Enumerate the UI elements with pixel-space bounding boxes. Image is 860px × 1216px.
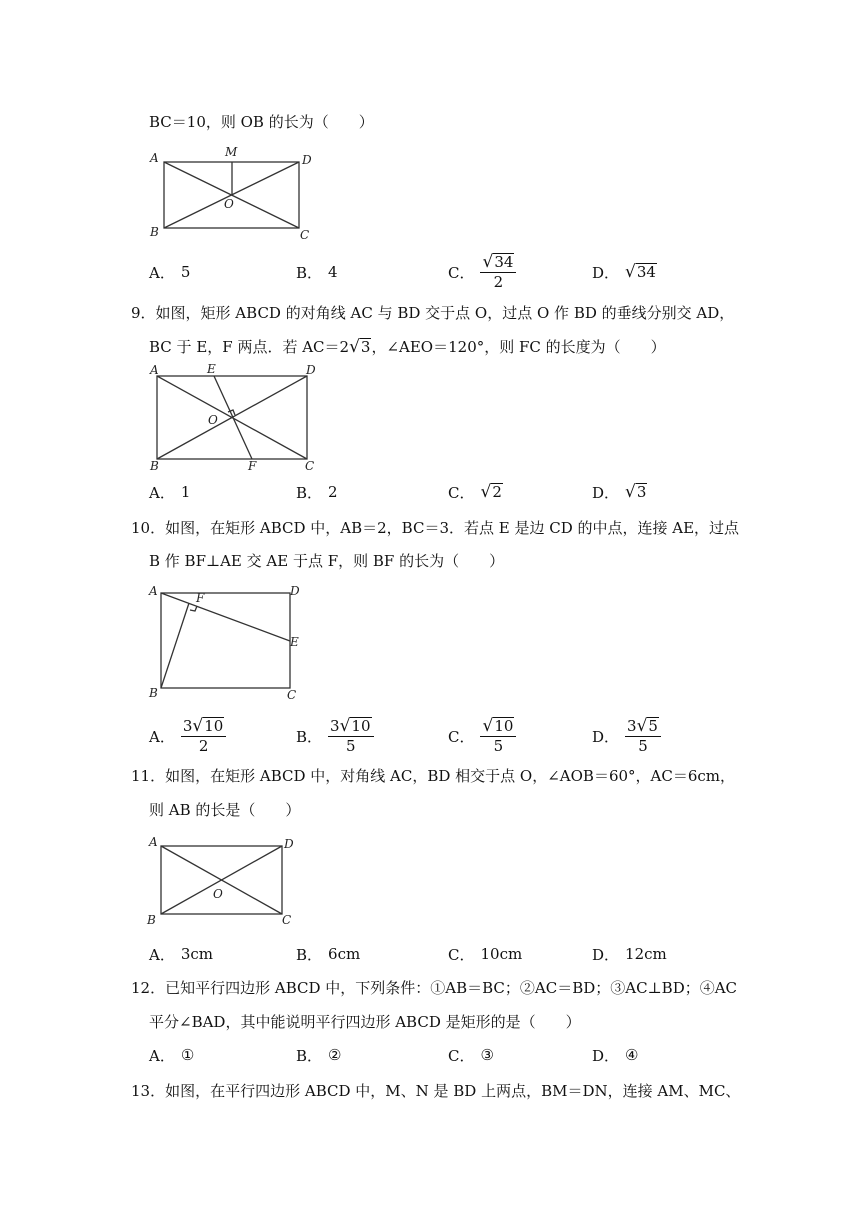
q9-figure <box>140 360 340 475</box>
q8-stem: BC＝10，则 OB 的长为（ ） <box>149 113 374 131</box>
q9-label-b: B <box>150 459 159 473</box>
q10-label-b: B <box>149 686 158 700</box>
q9-label-a: A <box>150 363 159 377</box>
q11-stem-line2: 则 AB 的长是（ ） <box>149 801 301 819</box>
q10-segment-ae <box>161 593 290 641</box>
q8-label-o: O <box>224 197 234 211</box>
q8-option-c[interactable]: C． √ 34 2 <box>448 250 516 294</box>
q12-option-a[interactable]: A． ① <box>149 1046 195 1065</box>
q10-option-c[interactable]: C． √ 10 5 <box>448 714 516 758</box>
q8-label-b: B <box>150 225 159 239</box>
q9-label-e: E <box>207 362 216 376</box>
q12-option-d[interactable]: D． ④ <box>592 1046 639 1065</box>
q11-label-c: C <box>282 913 292 927</box>
q12-stem-line2: 平分∠BAD，其中能说明平行四边形 ABCD 是矩形的是（ ） <box>149 1013 581 1031</box>
q11-option-d[interactable]: D． 12cm <box>592 945 667 964</box>
q11-stem-line1: 11．如图，在矩形 ABCD 中，对角线 AC，BD 相交于点 O，∠AOB＝60°，AC＝6cm， <box>131 767 736 785</box>
q9-segment-ef <box>214 376 252 459</box>
q9-stem-line2: BC 于 E，F 两点．若 AC＝2 √ 3 ，∠AEO＝120°，则 FC 的长度为（ ） <box>149 337 666 357</box>
q10-label-a: A <box>149 584 158 598</box>
q9-stem-line1: 9．如图，矩形 ABCD 的对角线 AC 与 BD 交于点 O，过点 O 作 BD 的垂线分别交 AD， <box>131 304 735 322</box>
q11-label-b: B <box>147 913 156 927</box>
q8-label-a: A <box>150 151 159 165</box>
q11-option-c[interactable]: C． 10cm <box>448 945 523 964</box>
q8-label-c: C <box>300 228 310 242</box>
q8-option-a[interactable]: A． 5 <box>149 263 191 282</box>
q10-rectangle <box>161 593 290 688</box>
q10-option-a[interactable]: A． 3 √ 10 2 <box>149 714 226 758</box>
q10-option-b[interactable]: B． 3 √ 10 5 <box>296 714 374 758</box>
q8-figure <box>140 140 340 245</box>
q8-label-m: M <box>225 145 238 159</box>
q9-label-c: C <box>305 459 315 473</box>
q9-option-b[interactable]: B． 2 <box>296 483 338 502</box>
q8-option-b[interactable]: B． 4 <box>296 263 338 282</box>
q11-figure <box>140 830 320 930</box>
q10-label-e: E <box>290 635 299 649</box>
q9-label-f: F <box>248 459 257 473</box>
q9-option-d[interactable]: D． √ 3 <box>592 482 647 502</box>
q9-label-o: O <box>208 413 218 427</box>
q9-option-a[interactable]: A． 1 <box>149 483 191 502</box>
q10-label-f: F <box>196 591 205 605</box>
q9-option-c[interactable]: C． √ 2 <box>448 482 502 502</box>
q13-stem-line1: 13．如图，在平行四边形 ABCD 中，M、N 是 BD 上两点，BM＝DN，连接 AM、MC、 <box>131 1082 741 1100</box>
q10-stem-line2: B 作 BF⊥AE 交 AE 于点 F，则 BF 的长为（ ） <box>149 552 505 570</box>
q10-label-d: D <box>290 584 300 598</box>
q10-stem-line1: 10．如图，在矩形 ABCD 中，AB＝2，BC＝3．若点 E 是边 CD 的中点，连接 AE，过点 <box>131 519 740 537</box>
q12-option-c[interactable]: C． ③ <box>448 1046 494 1065</box>
q12-option-b[interactable]: B． ② <box>296 1046 342 1065</box>
q11-label-o: O <box>213 887 223 901</box>
q12-stem-line1: 12．已知平行四边形 ABCD 中，下列条件：①AB＝BC；②AC＝BD；③AC⊥BD；④AC <box>131 979 738 997</box>
q10-figure <box>140 580 340 705</box>
q11-option-b[interactable]: B． 6cm <box>296 945 361 964</box>
q8-option-d[interactable]: D． √ 34 <box>592 262 656 282</box>
q10-label-c: C <box>287 688 297 702</box>
q11-label-a: A <box>149 835 158 849</box>
q9-label-d: D <box>306 363 316 377</box>
q11-option-a[interactable]: A． 3cm <box>149 945 214 964</box>
q10-segment-bf <box>161 603 189 688</box>
q8-label-d: D <box>302 153 312 167</box>
q10-right-angle-mark <box>190 606 197 611</box>
q10-option-d[interactable]: D． 3 √ 5 5 <box>592 714 661 758</box>
q11-label-d: D <box>284 837 294 851</box>
